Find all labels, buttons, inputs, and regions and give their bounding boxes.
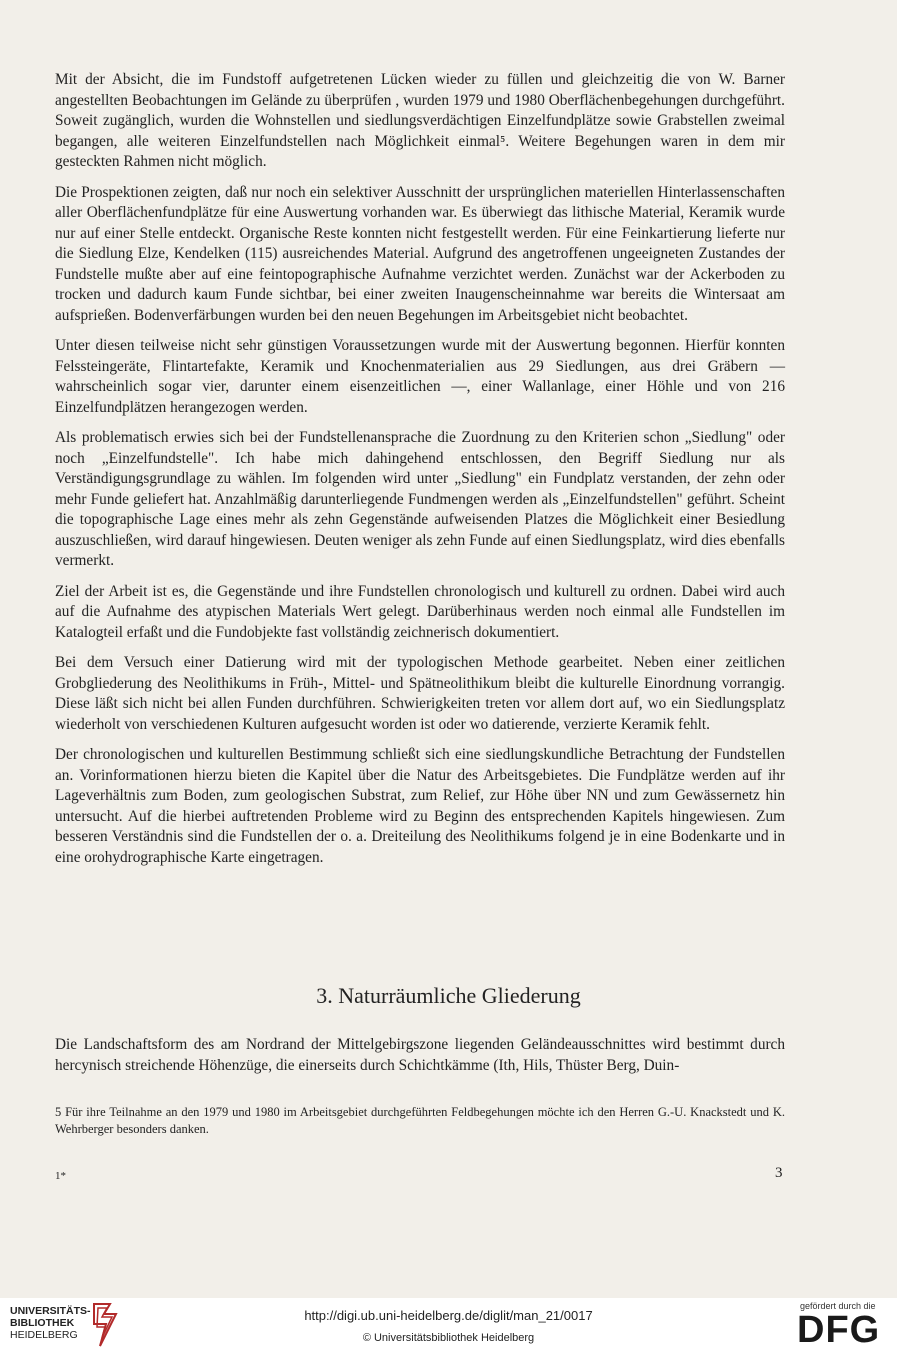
paragraph-2: Die Prospektionen zeigten, daß nur noch ein selektiver Ausschnitt der ursprünglichen materiellen Hinterlassenschaften aller Oberflächenfundplätze für eine Auswertung vorhanden war. Es überwiegt das lithische Material, Keramik wurde nur auf einer Stelle entdeckt. Organische Reste konnten nicht festgestellt werden. Für eine Feinkartierung lieferte nur die Siedlung Elze, Kendelken (115) ausreichendes Material. Aufgrund des angetroffenen ungeeigneten Zustandes der Fundstelle mußte aber auf eine feintopographische Aufnahme verzichtet werden. Zunächst war der Ackerboden zu trocken und dadurch kaum Funde sichtbar, bei einer zweiten Inaugenscheinnahme war bereits die Wintersaat am aufsprießen. Bodenverfärbungen wurden bei den neuen Begehungen im Arbeitsgebiet nicht beobachtet.: [55, 183, 785, 324]
paragraph-7: Der chronologischen und kulturellen Bestimmung schließt sich eine siedlungskundliche Betrachtung der Fundstellen an. Vorinformationen hierzu bieten die Kapitel über die Natur des Arbeitsgebietes. Die Fundplätze werden auf ihr Lageverhältnis zum Boden, zum geologischen Substrat, zum Relief, zur Höhe über NN und zum Gewässernetz hin untersucht. Auf die hierbei auftretenden Probleme wird zu Beginn des entsprechenden Kapitels hingewiesen. Zum besseren Verständnis sind die Fundstellen der o. a. Dreiteilung des Neolithikums folgend je in eine Bodenkarte und in eine orohydrographische Karte eingetragen.: [55, 746, 785, 866]
library-name-line2: BIBLIOTHEK: [10, 1317, 75, 1329]
funding-note: gefördert durch die: [800, 1301, 876, 1311]
dfg-logo: DFG: [797, 1309, 881, 1351]
paragraph-6: Bei dem Versuch einer Datierung wird mit der typologischen Methode gearbeitet. Neben einer zeitlichen Grobgliederung des Neolithikums in Früh-, Mittel- und Spätneolithikum bleibt die kulturelle Einordnung vorrangig. Diese läßt sich nicht bei allen Funden durchführen. Schwierigkeiten treten vor allem dort auf, wo ein Siedlungsplatz wiederholt von verschiedenen Kulturen aufgesucht worden ist oder wo datierende, verzierte Keramik fehlt.: [55, 654, 785, 733]
section-paragraph: Die Landschaftsform des am Nordrand der Mittelgebirgszone liegenden Geländeausschnittes wird bestimmt durch hercynisch streichende Höhenzüge, die einerseits durch Schichtkämme (Ith, Hils, Thüster Berg, Duin-: [55, 1036, 785, 1074]
paragraph-4: Als problematisch erwies sich bei der Fundstellenansprache die Zuordnung zu den Kriterien schon „Siedlung" oder noch „Einzelfundstelle". Ich habe mich dahingehend entschlossen, den Begriff Siedlung nur als Verständigungsgrundlage zu wählen. Im folgenden wird unter „Siedlung" ein Fundplatz verstanden, der zehn oder mehr Funde geliefert hat. Anzahlmäßig darunterliegende Fundmengen werden als „Einzelfundstellen" geführt. Scheint die topographische Lage eines mehr als zehn Gegenstände aufweisenden Platzes die Möglichkeit einer Besiedlung auszuschließen, wird darauf hingewiesen. Deuten weniger als zehn Funde auf einen Siedlungsplatz, wird dies ebenfalls vermerkt.: [55, 429, 785, 569]
paragraph-3: Unter diesen teilweise nicht sehr günstigen Voraussetzungen wurde mit der Auswertung begonnen. Hierfür konnten Felssteingeräte, Flintartefakte, Keramik und Knochenmaterialien aus 29 Siedlungen, aus drei Gräbern — wahrscheinlich sogar vier, darunter einem eisenzeitlichen —, einer Wallanlage, einer Höhle und von 216 Einzelfundplätzen herangezogen werden.: [55, 337, 785, 416]
library-name-line1: UNIVERSITÄTS-: [10, 1305, 91, 1317]
footnote: 5 Für ihre Teilnahme an den 1979 und 1980 im Arbeitsgebiet durchgeführten Feldbegehungen möchte ich den Herren G.-U. Knackstedt und K. Wehrberger besonders danken.: [55, 1105, 785, 1136]
permalink-url[interactable]: http://digi.ub.uni-heidelberg.de/diglit/man_21/0017: [304, 1308, 593, 1323]
library-name-line3: HEIDELBERG: [10, 1329, 78, 1341]
viewer-footer: [0, 1298, 897, 1358]
copyright-text: © Universitätsbibliothek Heidelberg: [362, 1332, 535, 1344]
paragraph-1: Mit der Absicht, die im Fundstoff aufgetretenen Lücken wieder zu füllen und gleichzeitig die von W. Barner angestellten Beobachtungen im Gelände zu überprüfen , wurden 1979 und 1980 Oberflächenbegehungen durchgeführt. Soweit zugänglich, wurden die Wohnstellen und siedlungsverdächtigen Einzelfundplätze sowie Grabstellen zweimal begangen, alle weiteren Einzelfundstellen nach Möglichkeit einmal⁵. Weitere Begehungen waren in dem mir gesteckten Rahmen nicht möglich.: [55, 71, 785, 170]
section-heading: 3. Naturräumliche Gliederung: [316, 983, 581, 1008]
body-text: [55, 70, 785, 878]
signature-mark: 1*: [55, 1170, 66, 1182]
page-number: 3: [775, 1165, 783, 1181]
paragraph-5: Ziel der Arbeit ist es, die Gegenstände und ihre Fundstellen chronologisch und kulturell zu ordnen. Dabei wird auch auf die Aufnahme des atypischen Materials Wert gelegt. Darüberhinaus werden noch einmal alle Fundstellen im Katalogteil erfaßt und die Fundobjekte fast vollständig zeichnerisch dokumentiert.: [55, 582, 785, 641]
